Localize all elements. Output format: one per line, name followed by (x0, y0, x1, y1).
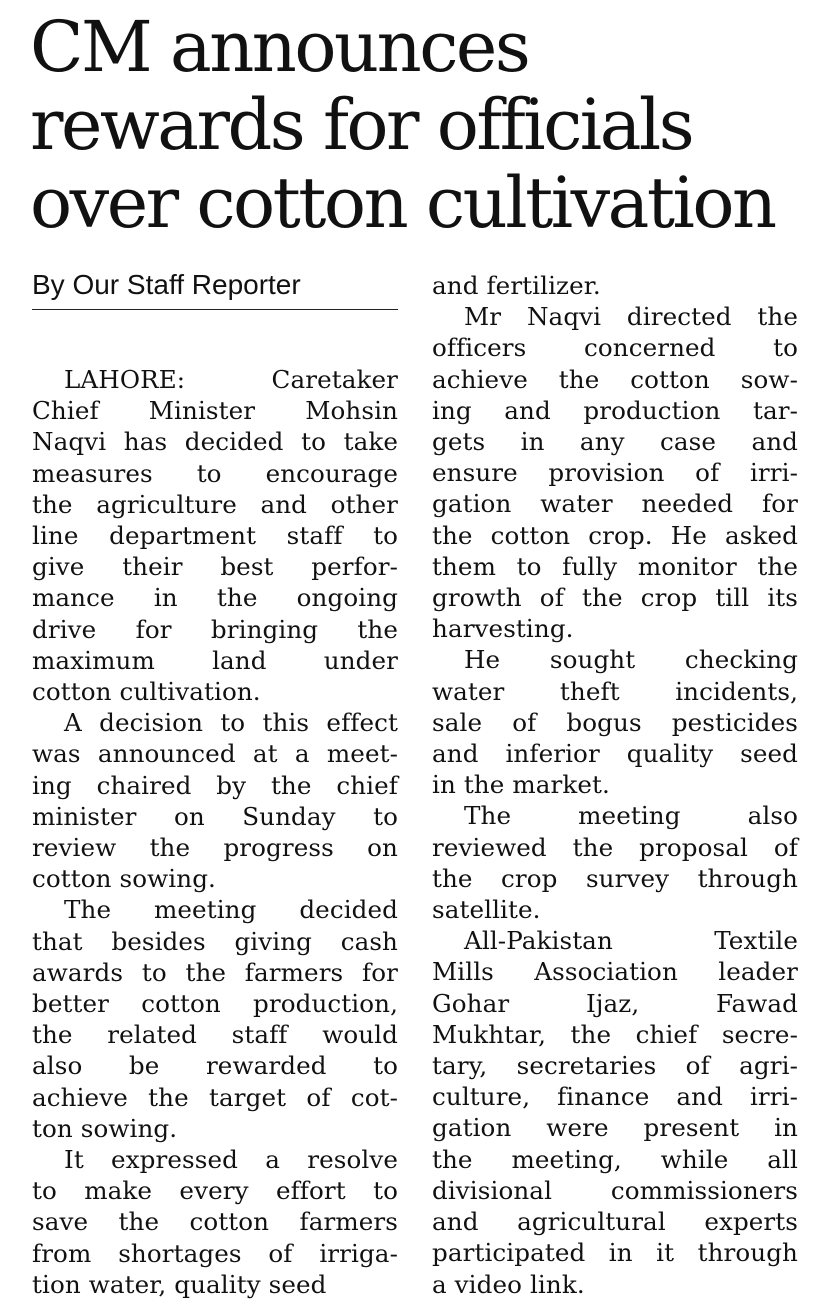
article-line: ing and production tar- (432, 395, 798, 425)
article-line: reviewed the proposal of (432, 832, 798, 862)
article-line: gation water needed for (432, 489, 798, 519)
article-line: The meeting also (464, 801, 798, 831)
article-line: LAHORE: Caretaker (64, 365, 398, 394)
article-line: Mukhtar, the chief secre- (432, 1019, 798, 1049)
article-line: culture, finance and irri- (432, 1082, 798, 1112)
article-line: satellite. (432, 895, 541, 925)
article-line: and fertilizer. (432, 271, 601, 300)
article-line: divisional commissioners (432, 1175, 798, 1205)
article-line: tary, secretaries of agri- (432, 1051, 798, 1081)
article-column-right (432, 270, 798, 1300)
article-line: the related staff would (32, 1020, 398, 1050)
article-line: cotton sowing. (32, 864, 216, 894)
article-line: maximum land under (32, 645, 398, 675)
article-paragraph (432, 644, 798, 800)
article-paragraph (32, 894, 398, 1144)
article-line: the meeting, while all (432, 1144, 798, 1174)
article-line: save the cotton farmers (32, 1207, 398, 1237)
article-line: cotton cultivation. (32, 677, 261, 707)
article-line: in the market. (432, 770, 610, 800)
article-line: harvesting. (432, 614, 574, 644)
article-line: It expressed a resolve (64, 1145, 398, 1175)
article-line: growth of the crop till its (432, 583, 798, 613)
article-line: and inferior quality seed (432, 739, 798, 769)
headline-line: rewards for officials (30, 84, 693, 166)
article-line: ensure provision of irri- (432, 458, 798, 488)
article-line: gets in any case and (432, 427, 798, 457)
article-line: Mr Naqvi directed the (464, 302, 798, 332)
article-line: Naqvi has decided to take (32, 427, 398, 457)
headline-line: CM announces (30, 6, 529, 88)
article-line: Gohar Ijaz, Fawad (432, 988, 798, 1018)
article-line: also be rewarded to (32, 1051, 398, 1081)
article-paragraph (32, 707, 398, 894)
article-line: sale of bogus pesticides (432, 707, 798, 737)
article-line: give their best perfor- (32, 552, 398, 582)
article-line: tion water, quality seed (32, 1269, 327, 1299)
article-line: He sought checking (464, 645, 798, 675)
article-line: measures to encourage (32, 458, 398, 488)
article-line: gation were present in (432, 1113, 798, 1143)
headline (30, 8, 820, 242)
article-line: Mills Association leader (432, 957, 798, 987)
article-line: All-Pakistan Textile (464, 926, 798, 956)
article-line: ing chaired by the chief (32, 770, 398, 800)
article-line: mance in the ongoing (32, 583, 398, 613)
article-line: was announced at a meet- (32, 739, 398, 769)
article-line: line department staff to (32, 521, 398, 551)
article-line: from shortages of irriga- (32, 1238, 398, 1268)
article-paragraph (32, 1144, 398, 1300)
byline: By Our Staff Reporter (32, 266, 398, 310)
article-line: officers concerned to (432, 333, 798, 363)
article-line: participated in it through (432, 1238, 798, 1268)
article-paragraph (432, 270, 798, 301)
article-paragraph (432, 800, 798, 925)
article-line: achieve the cotton sow- (432, 364, 798, 394)
article-line: the cotton crop. He asked (432, 520, 798, 550)
article-line: that besides giving cash (32, 926, 398, 956)
article-line: the agriculture and other (32, 489, 398, 519)
article-line: to make every effort to (32, 1176, 398, 1206)
article-paragraph (432, 925, 798, 1299)
article-line: minister on Sunday to (32, 801, 398, 831)
article-line: review the progress on (32, 833, 398, 863)
article-paragraph (32, 364, 398, 707)
article-line: awards to the farmers for (32, 957, 398, 987)
article-paragraph (432, 301, 798, 644)
article-line: drive for bringing the (32, 614, 398, 644)
article-line: water theft incidents, (432, 676, 798, 706)
article-line: Chief Minister Mohsin (32, 396, 398, 426)
article-line: them to fully monitor the (432, 551, 798, 581)
headline-line: over cotton cultivation (30, 162, 775, 244)
article-line: The meeting decided (64, 895, 398, 925)
article-line: ton sowing. (32, 1113, 178, 1143)
article-line: achieve the target of cot- (32, 1082, 398, 1112)
article-line: the crop survey through (432, 863, 798, 893)
article-line: and agricultural experts (432, 1207, 798, 1237)
article-line: a video link. (432, 1269, 585, 1299)
article-column-left (32, 364, 398, 1300)
article-line: A decision to this effect (64, 708, 398, 738)
article-line: better cotton production, (32, 989, 398, 1019)
